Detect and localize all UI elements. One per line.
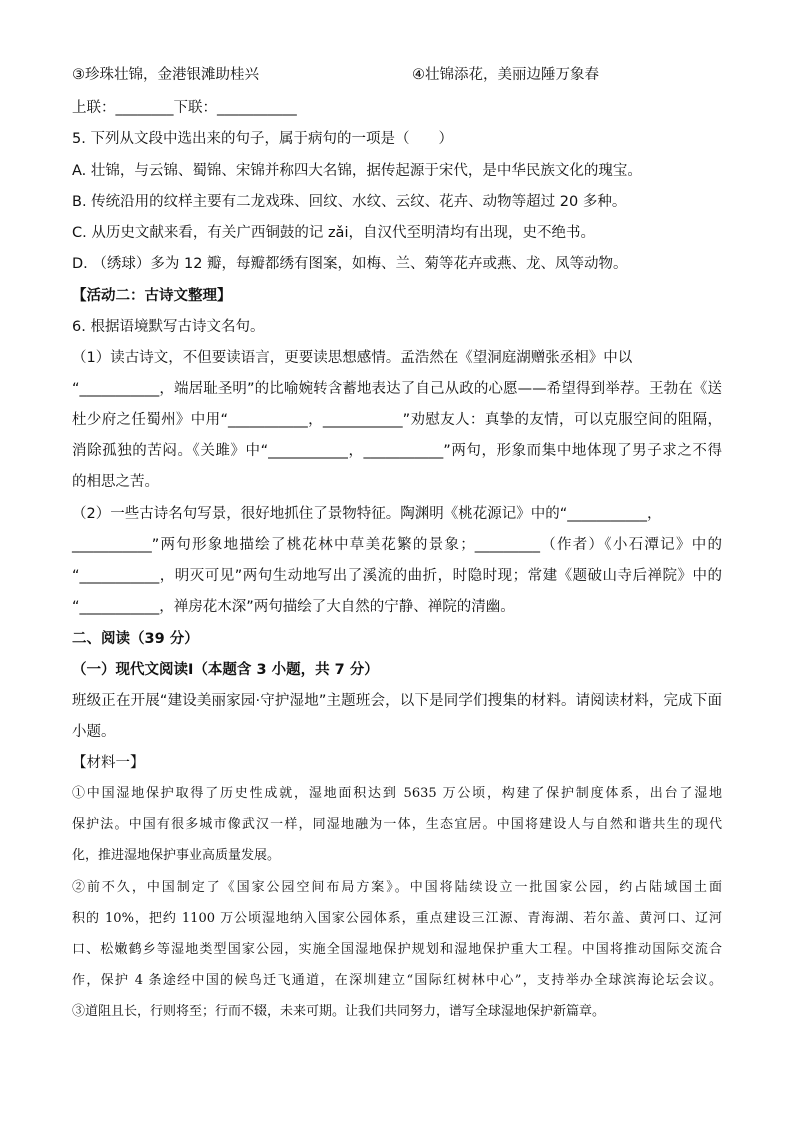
couplet-options-row: [72, 64, 722, 86]
activity-2-heading: 【活动二：古诗文整理】: [72, 288, 232, 304]
question-6-part-1-line-3: 杜少府之任蜀州》中用“___________，___________”劝慰友人：真挚的友情，可以克服空间的阻隔，: [72, 412, 722, 428]
couplet-option-4: ④壮锦添花，美丽边陲万象春: [412, 67, 599, 83]
question-5-stem: 5. 下列从文段中选出来的句子，属于病句的一项是（ ）: [72, 131, 453, 147]
couplet-option-3: ③珍珠壮锦，金港银滩助桂兴: [72, 67, 259, 83]
material-paragraph-1-line-3: 化，推进湿地保护事业高质量发展。: [72, 848, 281, 863]
reading-1-heading: （一）现代文阅读Ⅰ（本题含 3 小题，共 7 分）: [72, 662, 379, 678]
section-2-heading: 二、阅读（39 分）: [72, 631, 199, 647]
material-paragraph-1-line-1: ①中国湿地保护取得了历史性成就，湿地面积达到 5635 万公顷，构建了保护制度体系，出台了湿地: [72, 786, 722, 801]
question-6-part-2-line-4: “___________，禅房花木深”两句描绘了大自然的宁静、禅院的清幽。: [72, 599, 515, 615]
material-1-label: 【材料一】: [72, 755, 145, 771]
question-6-part-1-line-1: （1）读古诗文，不但要读语言，更要读思想感情。孟浩然在《望洞庭湖赠张丞相》中以: [72, 350, 633, 366]
question-6-part-2-line-2: ___________”两句形象地描绘了桃花林中草美花繁的景象；_________（作者）《小石潭记》中的: [72, 537, 722, 553]
material-paragraph-3: ③道阻且长，行则将至；行而不辍，未来可期。让我们共同努力，谱写全球湿地保护新篇章。: [72, 1004, 606, 1019]
material-paragraph-2-line-2: 积的 10%，把约 1100 万公顷湿地纳入国家公园体系，重点建设三江源、青海湖、若尔盖、黄河口、辽河: [72, 911, 722, 926]
question-6-part-2-line-3: “___________，明灭可见”两句生动地写出了溪流的曲折，时隐时现；常建《题破山寺后禅院》中的: [72, 568, 722, 584]
material-paragraph-1-line-2: 保护法。中国有很多城市像武汉一样，同湿地融为一体，生态宜居。中国将建设人与自然和谐共生的现代: [72, 817, 722, 832]
question-5-option-c: C. 从历史文献来看，有关广西铜鼓的记 zǎi，自汉代至明清均有出现，史不绝书。: [72, 225, 595, 241]
question-5-option-a: A. 壮锦，与云锦、蜀锦、宋锦并称四大名锦，据传起源于宋代，是中华民族文化的瑰宝。: [72, 163, 642, 179]
question-6-part-1-line-4: 消除孤独的苦闷。《关雎》中“___________，___________”两句，形象而集中地体现了男子求之不得: [72, 443, 722, 459]
question-6-part-1-line-2: “___________，端居耻圣明”的比喻婉转含蓄地表达了自己从政的心愿——希望得到举荐。王勃在《送: [72, 381, 722, 397]
material-paragraph-2-line-1: ②前不久，中国制定了《国家公园空间布局方案》。中国将陆续设立一批国家公园，约占陆域国土面: [72, 880, 722, 895]
question-5-option-b: B. 传统沿用的纹样主要有二龙戏珠、回纹、水纹、云纹、花卉、动物等超过 20 多种。: [72, 194, 627, 210]
material-paragraph-2-line-4: 作，保护 4 条途经中国的候鸟迁飞通道，在深圳建立“国际红树林中心”，支持举办全球滨海论坛会议。: [72, 973, 722, 988]
question-5-option-d: D. （绣球）多为 12 瓣，每瓣都绣有图案，如梅、兰、菊等花卉或燕、龙、凤等动物。: [72, 256, 628, 272]
question-6-part-1-line-5: 的相思之苦。: [72, 474, 159, 490]
question-6-part-2-line-1: （2）一些古诗名句写景，很好地抓住了景物特征。陶渊明《桃花源记》中的“___________，: [72, 506, 662, 522]
couplet-answer-line: 上联：________下联：___________: [72, 100, 297, 116]
reading-intro-line-2: 小题。: [72, 724, 116, 740]
material-paragraph-2-line-3: 口、松嫩鹤乡等湿地类型国家公园，实施全国湿地保护规划和湿地保护重大工程。中国将推动国际交流合: [72, 942, 722, 957]
reading-intro-line-1: 班级正在开展“建设美丽家园·守护湿地”主题班会，以下是同学们搜集的材料。请阅读材料，完成下面: [72, 693, 722, 709]
question-6-stem: 6. 根据语境默写古诗文名句。: [72, 319, 265, 335]
